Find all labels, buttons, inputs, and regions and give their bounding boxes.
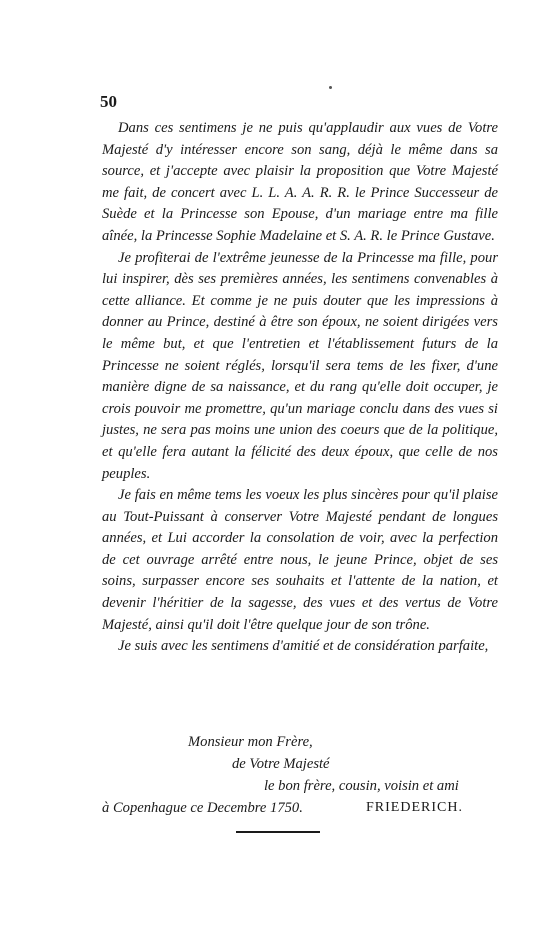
letter-body	[102, 118, 498, 658]
paragraph-1: Dans ces sentimens je ne puis qu'applaudir aux vues de Votre Majesté d'y intéresser encore son sang, déjà le même dans sa source, et j'accepte avec plaisir la proposition que Votre Majesté me fait, de concert avec L. L. A. A. R. R. le Prince Successeur de Suède et la Princesse son Epouse, d'un mariage entre ma fille aînée, la Princesse Sophie Madelaine et S. A. R. le Prince Gustave.	[102, 120, 498, 244]
closing-relation: le bon frère, cousin, voisin et ami	[264, 778, 459, 794]
place-date: à Copenhague ce Decembre 1750.	[102, 800, 303, 816]
paragraph-4: Je suis avec les sentimens d'amitié et de considération parfaite,	[118, 638, 489, 655]
closing-majesty: de Votre Majesté	[232, 756, 330, 772]
paragraph-3: Je fais en même tems les voeux les plus sincères pour qu'il plaise au Tout-Puissant à conserver Votre Majesté pendant de longues années, et Lui accorder la consolation de voir, avec la perfection de cet ouvrage arrêté entre nous, le jeune Prince, objet de ses soins, surpasser encore ses souhaits et l'attente de la nation, et devenir l'héritier de la sagesse, des vues et des vertus de Votre Majesté, ainsi qu'il doit l'être quelque jour de son trône.	[102, 487, 498, 633]
closing-salutation: Monsieur mon Frère,	[188, 734, 313, 750]
ink-speck	[329, 86, 332, 89]
page-number: 50	[100, 92, 117, 111]
closing-rule	[236, 831, 320, 833]
paragraph-2: Je profiterai de l'extrême jeunesse de la Princesse ma fille, pour lui inspirer, dès ses premières années, les sentimens convenables à cette alliance. Et comme je ne puis douter que les impressions à donner au Prince, destiné à être son époux, ne soient dirigées vers le même but, et que l'entretien et l'établissement futurs de la Princesse ne soient réglés, lorsqu'il sera tems de les fixer, d'une manière digne de sa naissance, et du rang qu'elle doit occuper, je crois pouvoir me promettre, qu'un mariage conclu dans des vues si justes, ne sera pas moins une union des coeurs que de la politique, et qu'elle fera autant la félicité des deux époux, que celle de nos peuples.	[102, 249, 498, 482]
signature: FRIEDERICH.	[366, 800, 463, 815]
